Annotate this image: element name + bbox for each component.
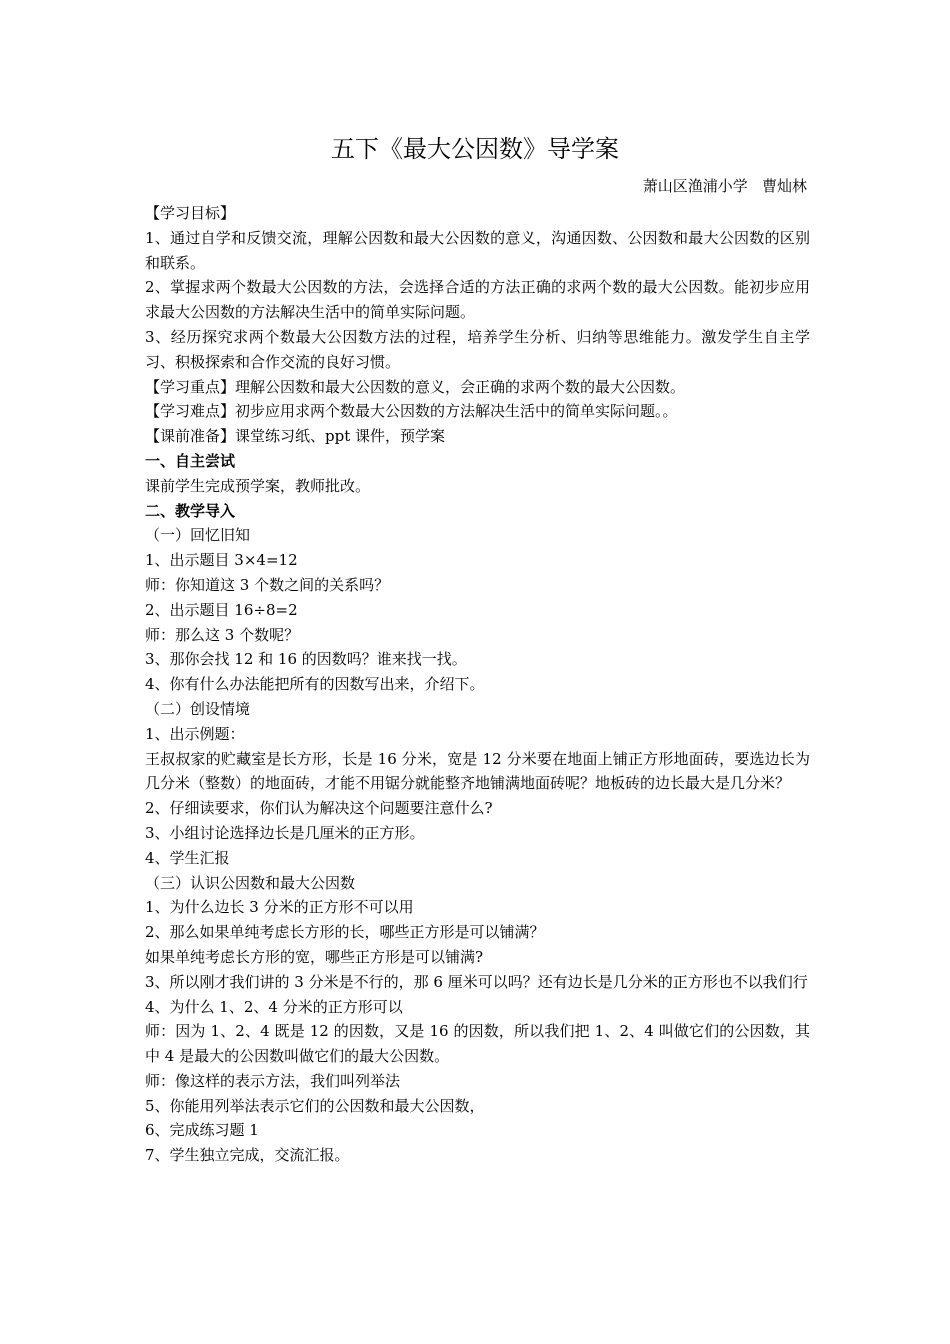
paragraph: 1、为什么边长 3 分米的正方形不可以用: [145, 898, 414, 917]
paragraph: 师：那么这 3 个数呢？: [145, 625, 300, 644]
paragraph: 3、经历探究求两个数最大公因数方法的过程，培养学生分析、归纳等思维能力。激发学生自主学习、积极探索和合作交流的良好习惯。: [145, 327, 810, 371]
author-line: 萧山区渔浦小学 曹灿林: [642, 177, 807, 195]
paragraph: 2、出示题目 16÷8=2: [145, 600, 298, 619]
paragraph: 4、为什么 1、2、4 分米的正方形可以: [145, 997, 403, 1016]
paragraph: 【学习难点】初步应用求两个数最大公因数的方法解决生活中的简单实际问题。。: [145, 402, 678, 421]
paragraph: 师：因为 1、2、4 既是 12 的因数，又是 16 的因数，所以我们把 1、2、4 叫做它们的公因数，其中 4 是最大的公因数叫做它们的最大公因数。: [145, 1022, 810, 1066]
paragraph: （一）回忆旧知: [145, 526, 251, 545]
paragraph: 【课前准备】课堂练习纸、ppt 课件，预学案: [145, 427, 446, 446]
document-body: [145, 201, 810, 1168]
paragraph: 6、完成练习题 1: [145, 1121, 259, 1140]
paragraph: 5、你能用列举法表示它们的公因数和最大公因数，: [145, 1096, 485, 1115]
paragraph: 如果单纯考虑长方形的宽，哪些正方形是可以铺满?: [145, 947, 484, 966]
paragraph: 7、学生独立完成，交流汇报。: [145, 1146, 350, 1165]
paragraph: 1、出示例题：: [145, 724, 245, 743]
paragraph: 4、你有什么办法能把所有的因数写出来，介绍下。: [145, 675, 485, 694]
paragraph: 4、学生汇报: [145, 848, 230, 867]
paragraph: （三）认识公因数和最大公因数: [145, 873, 356, 892]
paragraph: 2、那么如果单纯考虑长方形的长，哪些正方形是可以铺满？: [145, 923, 545, 942]
paragraph: 3、那你会找 12 和 16 的因数吗？谁来找一找。: [145, 650, 467, 669]
paragraph: 1、通过自学和反馈交流，理解公因数和最大公因数的意义，沟通因数、公因数和最大公因数的区别和联系。: [145, 228, 810, 272]
paragraph: 3、小组讨论选择边长是几厘米的正方形。: [145, 823, 425, 842]
paragraph: 【学习目标】: [145, 204, 236, 222]
document-title: 五下《最大公因数》导学案: [331, 135, 619, 163]
paragraph: 3、所以刚才我们讲的 3 分米是不行的，那 6 厘米可以吗？还有边长是几分米的正方形也不以我们行: [145, 972, 808, 991]
section-heading: 二、教学导入: [145, 501, 236, 520]
paragraph: （二）创设情境: [145, 699, 251, 718]
section-heading: 一、自主尝试: [145, 451, 236, 470]
paragraph: 课前学生完成预学案，教师批改。: [145, 476, 371, 495]
paragraph: 师：像这样的表示方法，我们叫列举法: [145, 1071, 401, 1090]
paragraph: 【学习重点】理解公因数和最大公因数的意义，会正确的求两个数的最大公因数。: [145, 377, 686, 396]
paragraph: 王叔叔家的贮藏室是长方形，长是 16 分米，宽是 12 分米要在地面上铺正方形地面砖，要选边长为几分米（整数）的地面砖，才能不用锯分就能整齐地铺满地面砖呢？地板砖的边长最大是几分米？: [145, 749, 810, 793]
paragraph: 师：你知道这 3 个数之间的关系吗？: [145, 575, 390, 594]
paragraph: 2、仔细读要求，你们认为解决这个问题要注意什么?: [145, 799, 493, 818]
paragraph: 2、掌握求两个数最大公因数的方法，会选择合适的方法正确的求两个数的最大公因数。能初步应用求最大公因数的方法解决生活中的简单实际问题。: [145, 278, 810, 322]
paragraph: 1、出示题目 3×4=12: [145, 551, 298, 570]
